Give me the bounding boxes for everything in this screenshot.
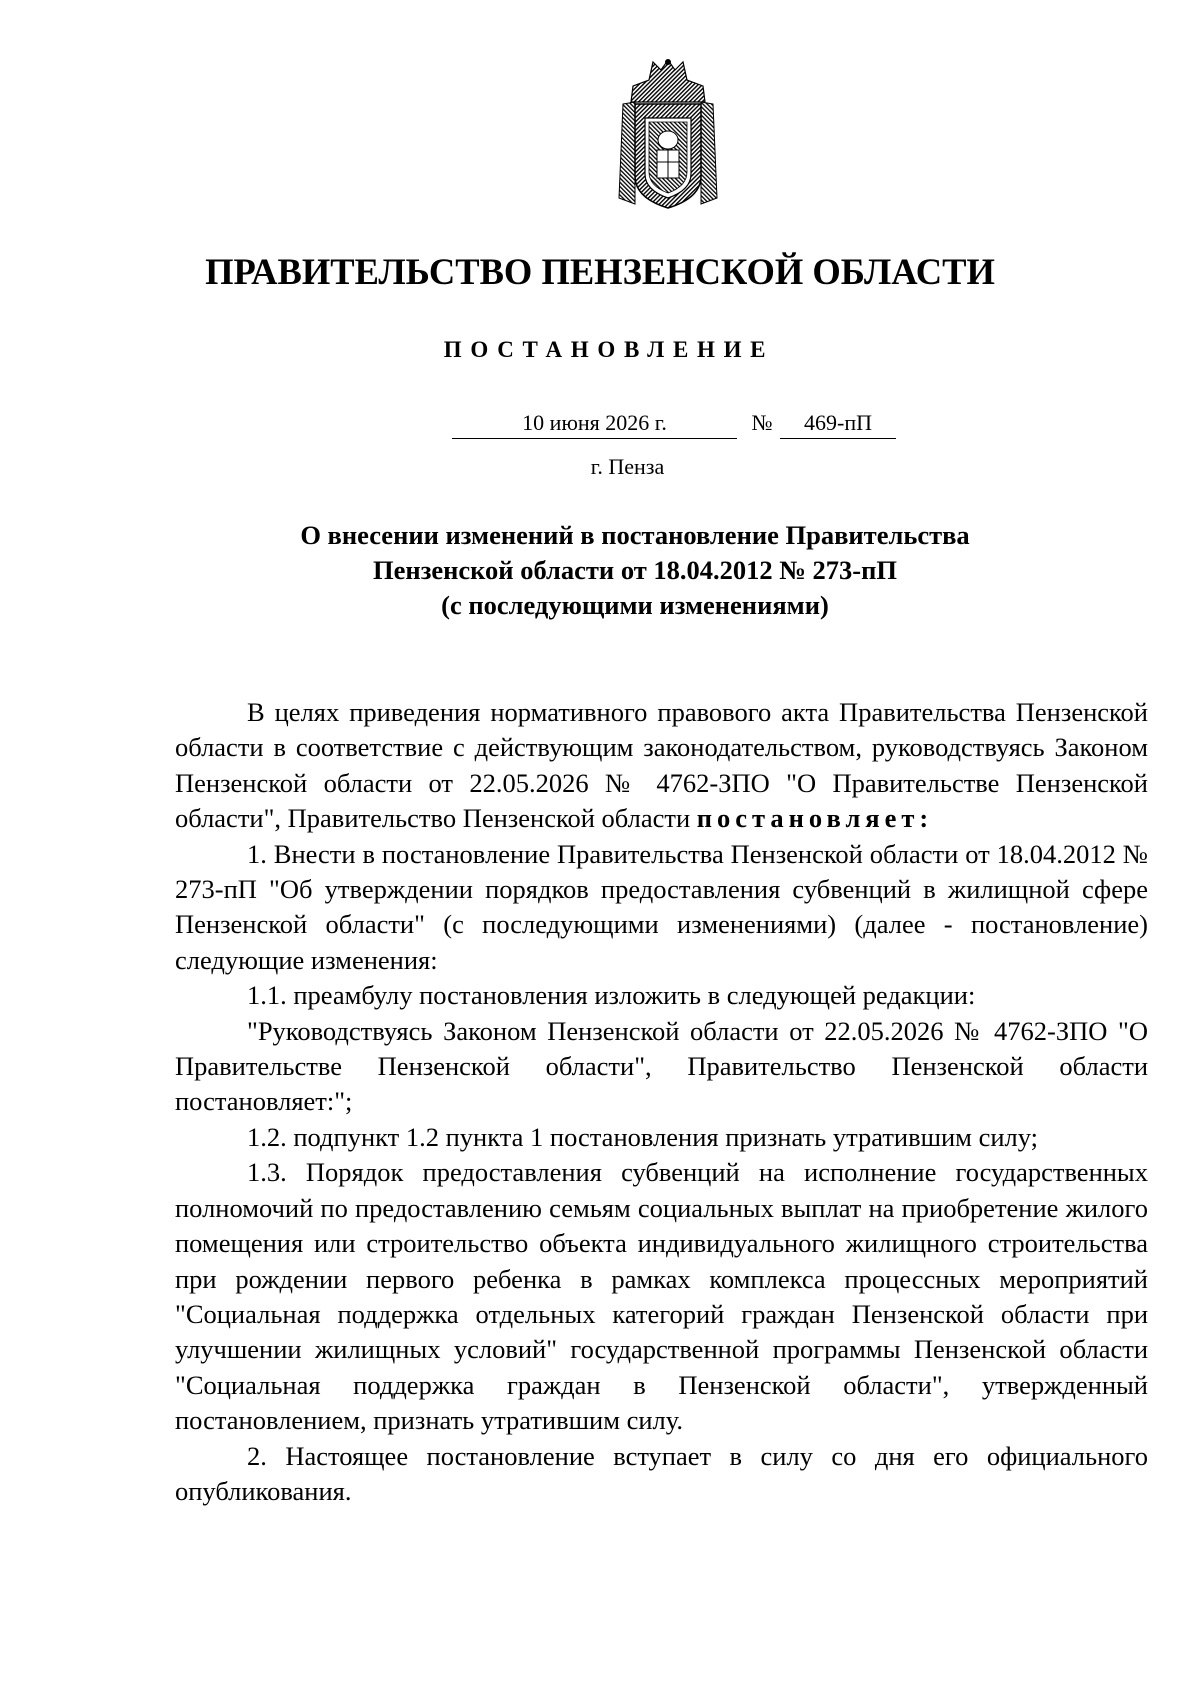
preamble-paragraph [175,695,1148,837]
number-sign: № [751,410,773,435]
coat-of-arms-icon [605,58,731,210]
paragraph-1-1: 1.1. преамбулу постановления изложить в следующей редакции: [247,980,976,1011]
doc-type-title: ПОСТАНОВЛЕНИЕ [443,337,775,362]
subject-line-3: (с последующими изменениями) [441,590,829,620]
paragraph-1-2: 1.2. подпункт 1.2 пункта 1 постановления признать утратившим силу; [247,1121,1039,1152]
subject-line-1: О внесении изменений в постановление Правительства [300,520,970,550]
document-subject [235,518,1035,623]
paragraph-2: 2. Настоящее постановление вступает в силу со дня его официального опубликования. [175,1440,1148,1506]
preamble-text: В целях приведения нормативного правового акта Правительства Пензенской области в соответствие с действующим законодательством, руководствуясь Законом Пензенской области от 22.05.2026 № 4762-ЗПО "О Правительстве Пензенской области", Правительство Пензенской области [175,697,1148,834]
subject-line-2: Пензенской области от 18.04.2012 № 273-пП [373,555,897,585]
document-body [175,695,1148,1509]
document-number: 469-пП [780,410,896,439]
document-date: 10 июня 2026 г. [452,410,737,439]
paragraph-1: 1. Внести в постановление Правительства Пензенской области от 18.04.2012 № 273-пП "Об утверждении порядков предоставления субвенций в жилищной сфере Пензенской области" (с последующими изменениями) (далее - постановление) следующие изменения: [175,838,1148,975]
paragraph-1-1-quote: "Руководствуясь Законом Пензенской области от 22.05.2026 № 4762-ЗПО "О Правительстве Пензенской области", Правительство Пензенской области постановляет:"; [175,1015,1148,1117]
org-title: ПРАВИТЕЛЬСТВО ПЕНЗЕНСКОЙ ОБЛАСТИ [205,251,995,292]
paragraph-1-3: 1.3. Порядок предоставления субвенций на исполнение государственных полномочий по предоставлению семьям социальных выплат на приобретение жилого помещения или строительство объекта индивидуального жилищного строительства при рождении первого ребенка в рамках комплекса процессных мероприятий "Социальная поддержка отдельных категорий граждан Пензенской области при улучшении жилищных условий" государственной программы Пензенской области "Социальная поддержка граждан в Пензенской области", утвержденный постановлением, признать утратившим силу. [175,1157,1148,1436]
document-city: г. Пенза [590,454,665,479]
resolves-word: постановляет: [696,803,934,834]
